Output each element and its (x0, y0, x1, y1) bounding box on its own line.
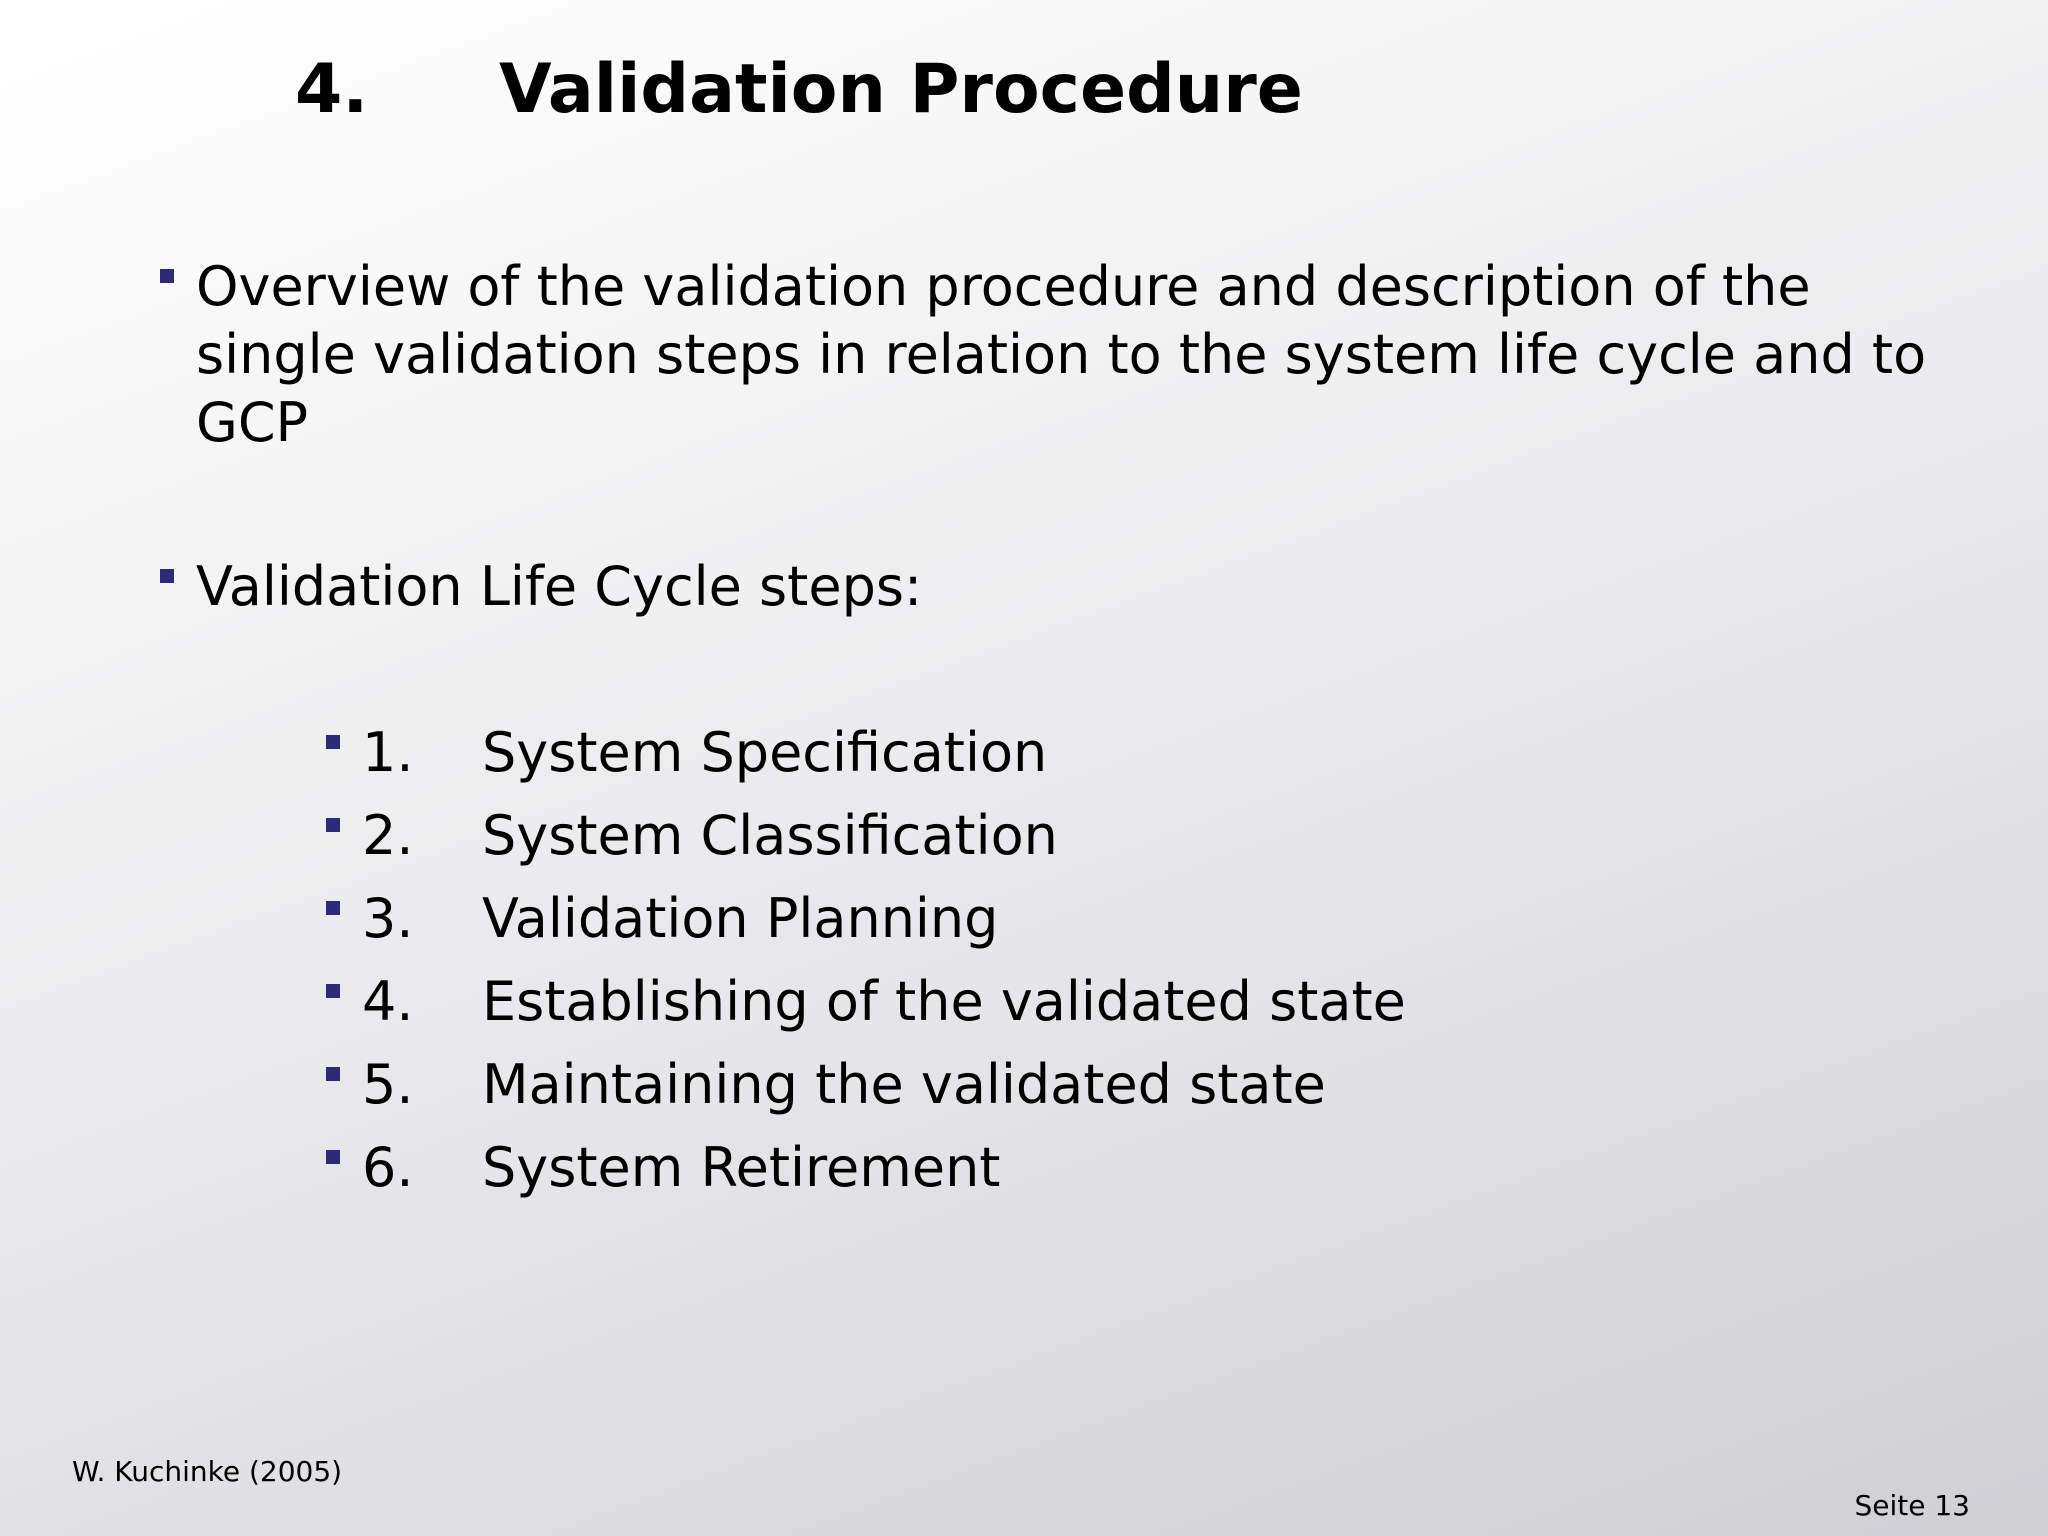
bullet-text: Overview of the validation procedure and description of the single validation steps in relation to the system life cycle and to GCP (196, 255, 1927, 454)
step-number: 4. (362, 970, 414, 1033)
step-label: System Retirement (482, 1136, 1001, 1199)
step-label: Establishing of the validated state (482, 970, 1406, 1033)
step-number: 2. (362, 804, 414, 867)
square-bullet-icon (326, 984, 340, 998)
square-bullet-icon (326, 1150, 340, 1164)
step-number: 3. (362, 887, 414, 950)
step-label: System Classification (482, 804, 1058, 867)
title-text: Validation Procedure (499, 50, 1303, 129)
footer-page-number: Seite 13 (1854, 1489, 1970, 1522)
step-number: 5. (362, 1053, 414, 1116)
footer-author: W. Kuchinke (2005) (72, 1455, 343, 1488)
step-number: 1. (362, 721, 414, 784)
bullet-text: Validation Life Cycle steps: (196, 555, 923, 618)
step-label: Maintaining the validated state (482, 1053, 1326, 1116)
bullet-life-cycle (158, 553, 1958, 621)
square-bullet-icon (160, 269, 174, 283)
title-number: 4. (295, 50, 369, 129)
square-bullet-icon (160, 569, 174, 583)
square-bullet-icon (326, 818, 340, 832)
bullet-overview (158, 253, 1958, 457)
square-bullet-icon (326, 735, 340, 749)
square-bullet-icon (326, 1067, 340, 1081)
step-label: Validation Planning (482, 887, 999, 950)
step-number: 6. (362, 1136, 414, 1199)
step-label: System Specification (482, 721, 1048, 784)
slide-title (295, 50, 1303, 130)
square-bullet-icon (326, 901, 340, 915)
